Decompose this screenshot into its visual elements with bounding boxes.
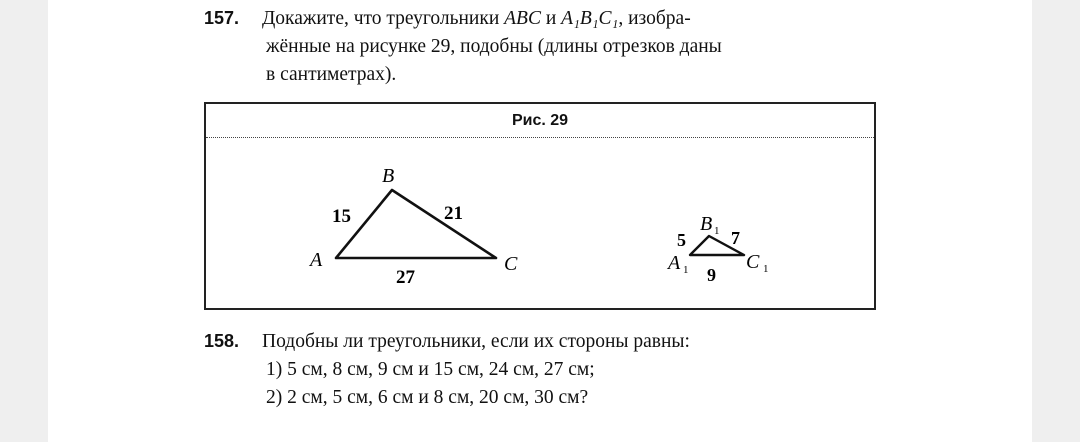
problem-text: Подобны ли треугольники, если их стороны равны: — [262, 331, 690, 352]
figure-box — [204, 102, 876, 310]
vertex-label-c: C — [504, 253, 518, 275]
side-length-a1b1: 5 — [677, 230, 686, 250]
problem-text: , изобра- — [618, 8, 691, 29]
vertex-subscript: 1 — [763, 263, 769, 275]
problem-text: 2) 2 см, 5 см, 6 см и 8 см, 20 см, 30 см? — [266, 387, 589, 408]
problem-text: жённые на рисунке 29, подобны (длины отрезков даны — [266, 36, 722, 57]
side-length-bc: 21 — [444, 203, 463, 224]
triangle-abc — [336, 190, 496, 258]
problem-number: 157. — [204, 8, 240, 28]
vertex-subscript: 1 — [714, 225, 720, 237]
side-length-ab: 15 — [332, 206, 351, 227]
side-length-b1c1: 7 — [731, 228, 740, 248]
vertex-subscript: 1 — [683, 264, 689, 276]
triangle-name: ABC — [504, 8, 541, 29]
vertex-label-a: A — [310, 249, 323, 271]
problem-number: 158. — [204, 331, 240, 351]
triangle-name: A₁B₁C₁ — [561, 8, 619, 29]
problem-text: Докажите, что треугольники — [262, 8, 505, 29]
triangles-diagram — [206, 138, 874, 309]
vertex-label-b1: B — [700, 213, 713, 235]
vertex-label-c1: C — [746, 251, 760, 273]
problem-158 — [204, 327, 690, 412]
problem-text: и — [540, 8, 562, 29]
problem-text: в сантиметрах). — [266, 64, 397, 85]
vertex-label-a1: A — [668, 252, 681, 274]
side-length-ac: 27 — [396, 267, 415, 288]
side-length-a1c1: 9 — [707, 265, 716, 285]
problem-157 — [204, 4, 722, 89]
problem-text: 1) 5 см, 8 см, 9 см и 15 см, 24 см, 27 см; — [266, 359, 595, 380]
figure-caption: Рис. 29 — [206, 104, 874, 138]
vertex-label-b: B — [382, 165, 395, 187]
